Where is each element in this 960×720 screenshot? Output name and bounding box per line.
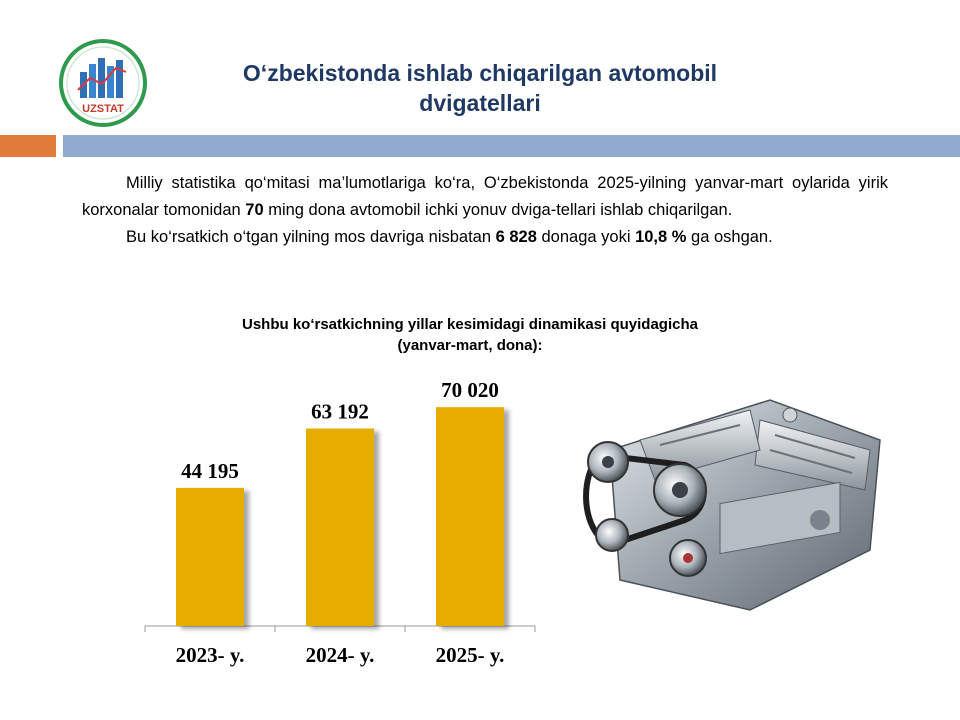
accent-bar-orange bbox=[0, 135, 56, 157]
highlight-percent: 10,8 % bbox=[635, 228, 687, 246]
category-label-2: 2025- y. bbox=[435, 643, 505, 667]
uzstat-logo-icon bbox=[58, 38, 148, 128]
car-engine-icon bbox=[570, 380, 900, 620]
logo-text: UZSTAT bbox=[82, 103, 124, 115]
category-label-1: 2024- y. bbox=[305, 643, 375, 667]
paragraph-1: Milliy statistika qo‘mitasi ma’lumotlariga ko‘ra, O‘zbekistonda 2025-yilning yanvar-mart oylarida yirik korxonalar tomonidan 70 ming dona avtomobil ichki yonuv dviga-tellari ishlab chiqarilgan. bbox=[82, 174, 888, 219]
value-label-2: 70 020 bbox=[441, 378, 499, 403]
body-text bbox=[82, 170, 888, 251]
bar-0 bbox=[176, 488, 244, 626]
page-title bbox=[160, 58, 800, 118]
bar-2 bbox=[436, 407, 504, 626]
paragraph-2: Bu ko‘rsatkich o‘tgan yilning mos davriga nisbatan 6 828 donaga yoki 10,8 % ga oshgan. bbox=[126, 228, 773, 246]
value-label-1: 63 192 bbox=[311, 399, 369, 424]
bar-1 bbox=[306, 429, 374, 626]
category-label-0: 2023- y. bbox=[175, 643, 245, 667]
title-line-1: O‘zbekistonda ishlab chiqarilgan avtomobil bbox=[242, 60, 718, 86]
value-label-0: 44 195 bbox=[181, 458, 239, 483]
accent-bar-blue bbox=[63, 135, 960, 157]
uzstat-logo bbox=[58, 38, 148, 128]
title-line-2: dvigatellari bbox=[419, 90, 541, 116]
highlight-6828: 6 828 bbox=[495, 228, 537, 246]
highlight-70: 70 bbox=[245, 201, 264, 219]
bar-chart bbox=[130, 370, 550, 670]
chart-title bbox=[150, 314, 790, 356]
chart-title-line-1: Ushbu ko‘rsatkichning yillar kesimidagi dinamikasi quyidagicha bbox=[242, 316, 698, 333]
chart-subtitle: (yanvar-mart, dona): bbox=[397, 337, 543, 354]
